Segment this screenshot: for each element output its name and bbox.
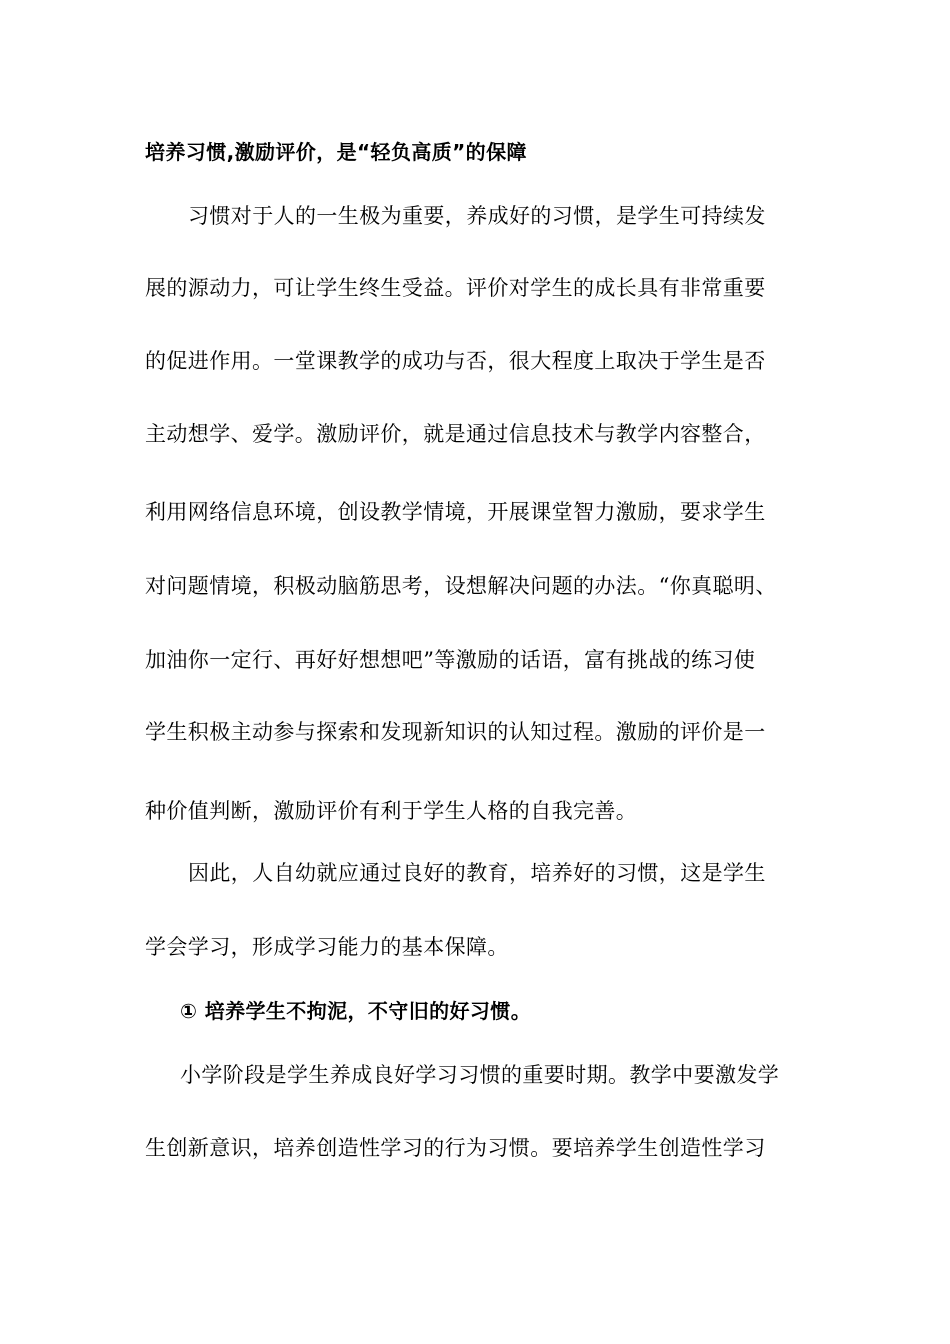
paragraph-line: 因此，人自幼就应通过良好的教育，培养好的习惯，这是学生 (188, 861, 766, 885)
document-title: 培养习惯,激励评价，是“轻负高质”的保障 (145, 140, 527, 164)
section-subheading: ① 培养学生不拘泥，不守旧的好习惯。 (180, 999, 532, 1023)
paragraph-line: 学会学习，形成学习能力的基本保障。 (145, 935, 509, 959)
paragraph-line: 的促进作用。一堂课教学的成功与否，很大程度上取决于学生是否 (145, 349, 766, 373)
paragraph-line: 生创新意识，培养创造性学习的行为习惯。要培养学生创造性学习 (145, 1136, 766, 1160)
paragraph-line: 习惯对于人的一生极为重要，养成好的习惯，是学生可持续发 (188, 204, 766, 228)
paragraph-line: 加油你一定行、再好好想想吧”等激励的话语，富有挑战的练习使 (145, 648, 756, 672)
paragraph-line: 学生积极主动参与探索和发现新知识的认知过程。激励的评价是一 (145, 720, 766, 744)
paragraph-line: 利用网络信息环境，创设教学情境，开展课堂智力激励，要求学生 (145, 500, 766, 524)
paragraph-line: 小学阶段是学生养成良好学习习惯的重要时期。教学中要激发学 (180, 1063, 780, 1087)
paragraph-line: 主动想学、爱学。激励评价，就是通过信息技术与教学内容整合， (145, 422, 766, 446)
paragraph-line: 种价值判断，激励评价有利于学生人格的自我完善。 (145, 799, 638, 823)
paragraph-line: 展的源动力，可让学生终生受益。评价对学生的成长具有非常重要 (145, 276, 766, 300)
paragraph-line: 对问题情境，积极动脑筋思考，设想解决问题的办法。“你真聪明、 (145, 574, 777, 598)
